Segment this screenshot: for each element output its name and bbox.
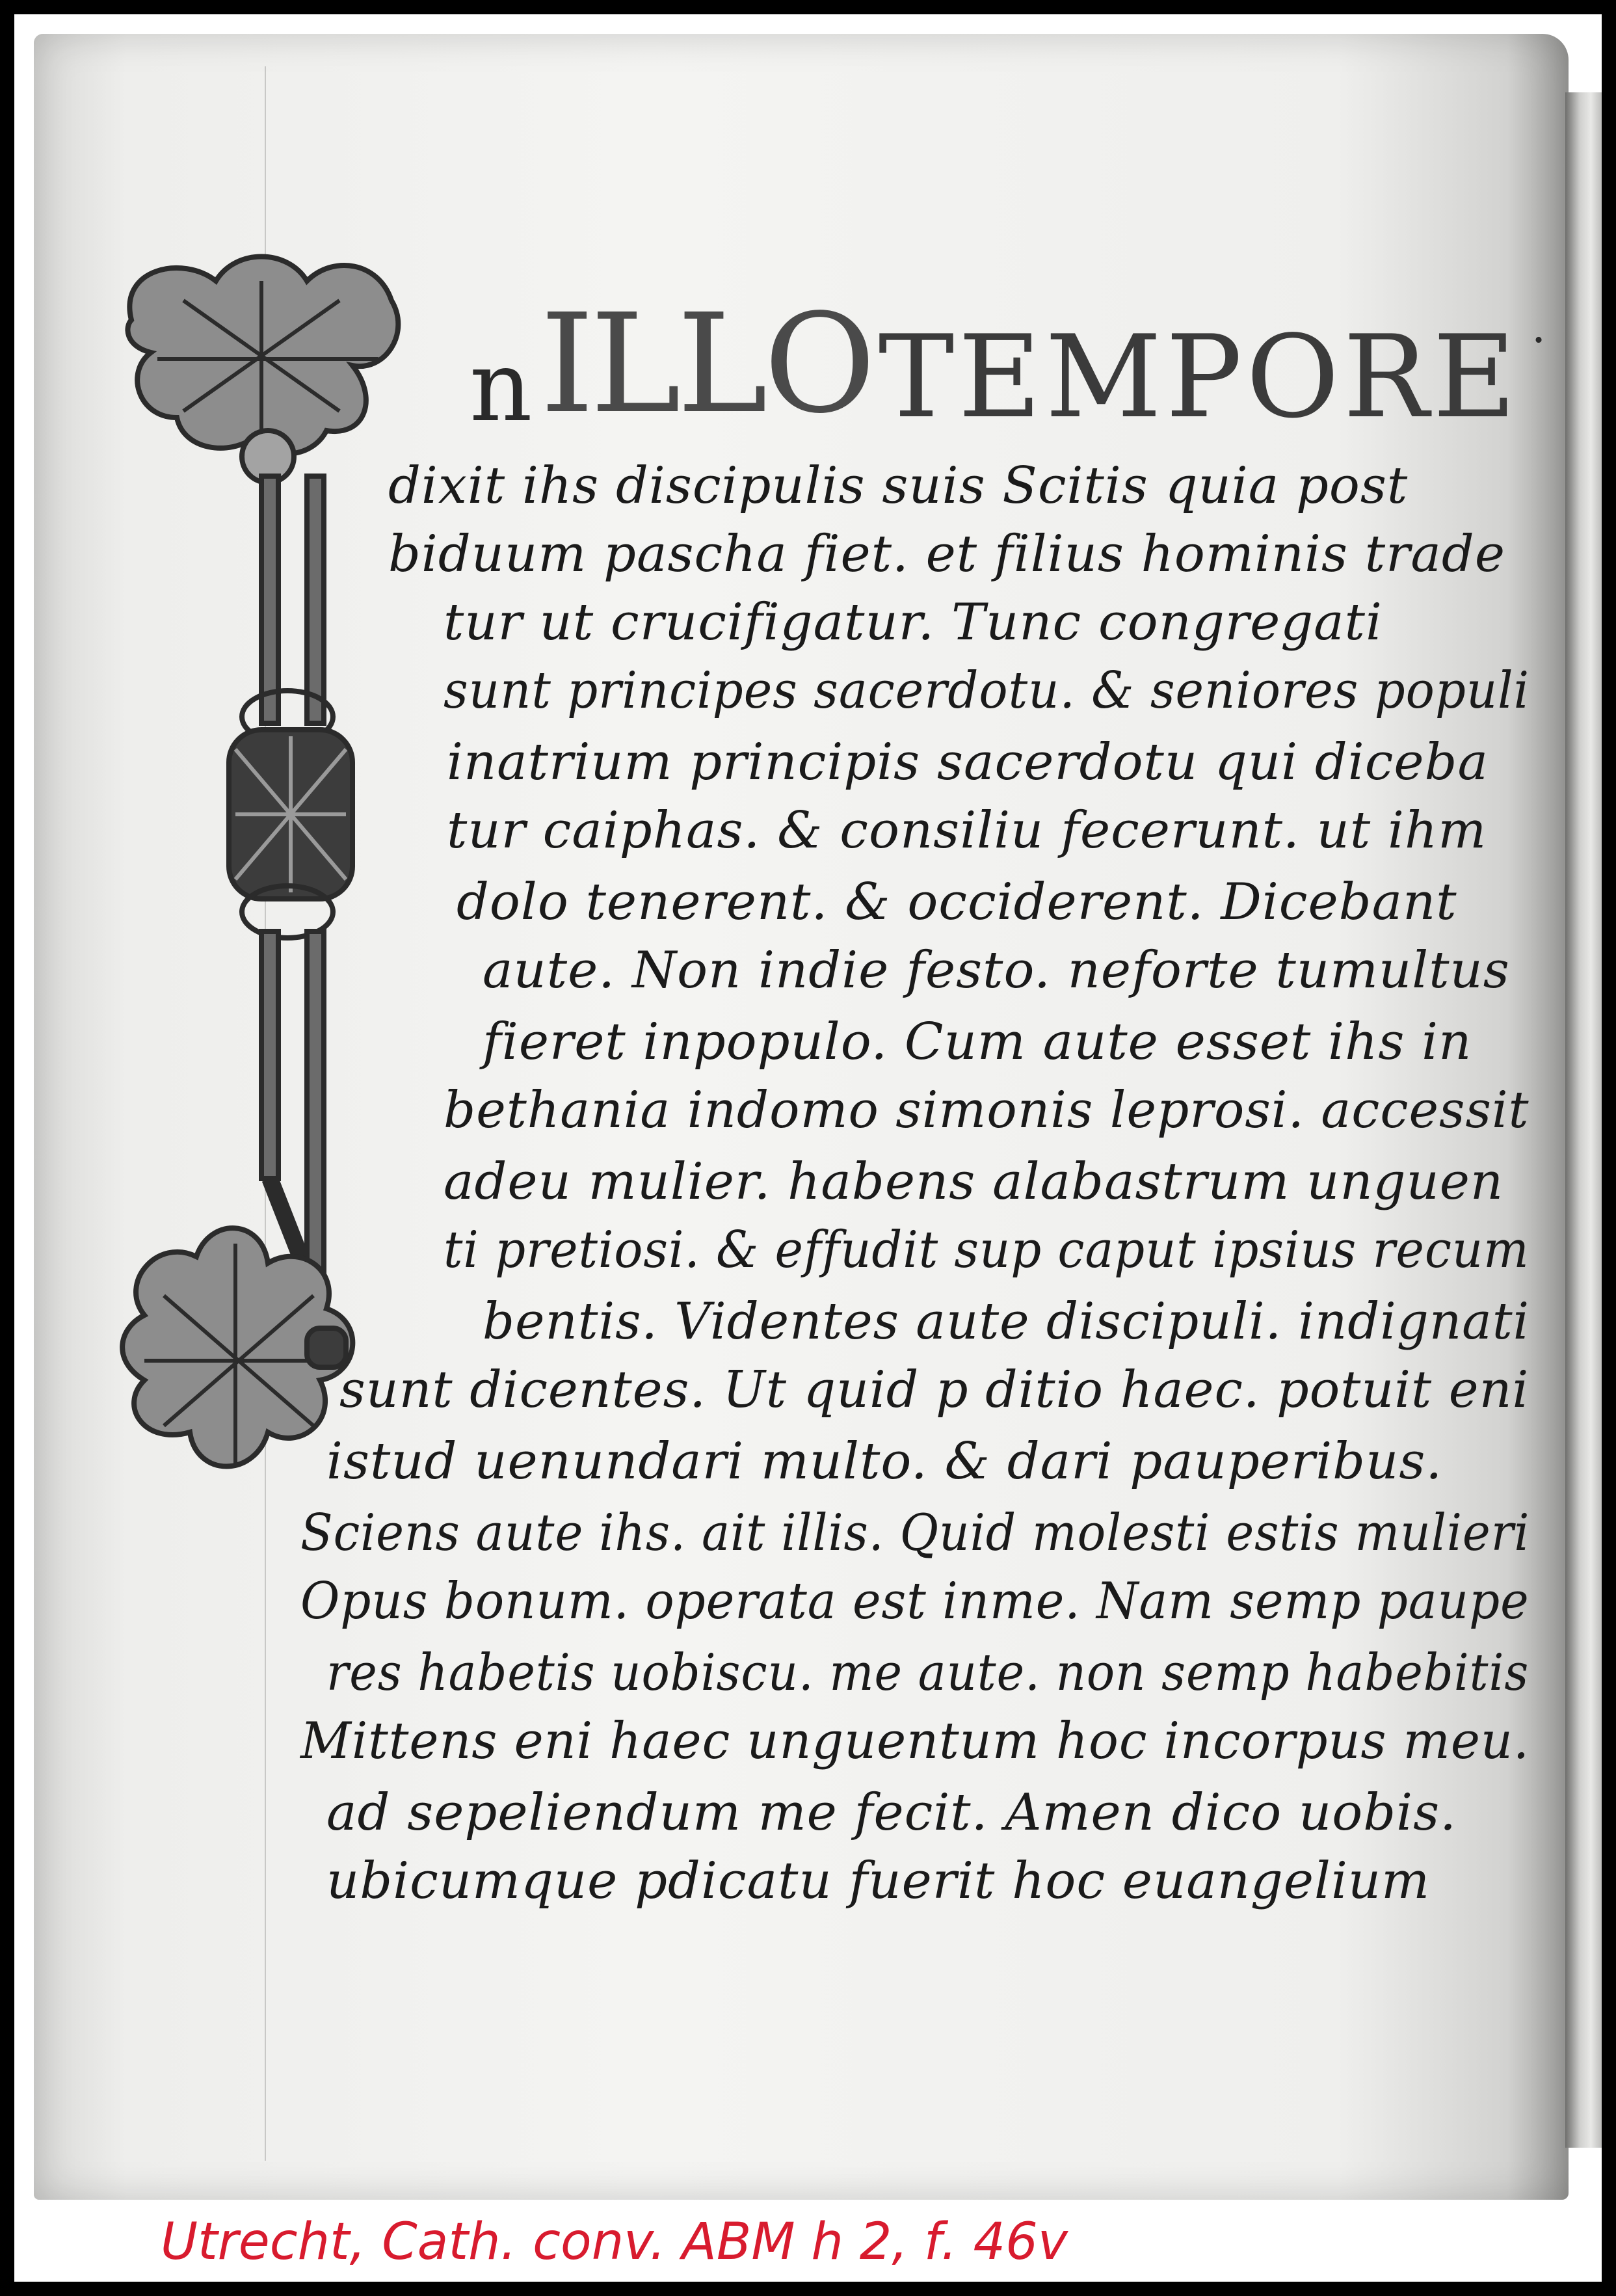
- title-word-tempore: TEMPORE: [878, 312, 1520, 444]
- text-line: aute. Non indie festo. neforte tumultus: [483, 941, 1510, 1000]
- archive-caption: Utrecht, Cath. conv. ABM h 2, f. 46v: [161, 2213, 1068, 2271]
- text-line: dolo tenerent. & occiderent. Dicebant: [457, 873, 1457, 931]
- title-letter-n: n: [470, 330, 534, 444]
- text-line: res habetis uobiscu. me aute. non semp habebitis: [326, 1644, 1530, 1702]
- text-line: sunt principes sacerdotu. & seniores populi: [444, 661, 1530, 720]
- text-line: Mittens eni haec unguentum hoc incorpus meu.: [300, 1712, 1530, 1770]
- text-line: ad sepeliendum me fecit. Amen dico uobis.: [326, 1783, 1457, 1842]
- manuscript-photo: [14, 14, 1602, 2282]
- text-line: bentis. Videntes aute discipuli. indignati: [483, 1292, 1530, 1351]
- text-line: ti pretiosi. & effudit sup caput ipsius recum: [444, 1221, 1530, 1279]
- text-line: inatrium principis sacerdotu qui diceba: [447, 733, 1489, 792]
- text-line: fieret inpopulo. Cum aute esset ihs in: [483, 1013, 1472, 1071]
- text-line: ubicumque pdicatu fuerit hoc euangelium: [326, 1852, 1431, 1910]
- text-line: biduum pascha fiet. et filius hominis trade: [388, 525, 1506, 583]
- text-line: adeu mulier. habens alabastrum unguen: [444, 1153, 1504, 1211]
- text-line: sunt dicentes. Ut quid p ditio haec. potuit eni: [339, 1361, 1530, 1419]
- text-line: bethania indomo simonis leprosi. accessit: [444, 1081, 1530, 1140]
- text-line: istud uenundari multo. & dari pauperibus.: [326, 1432, 1443, 1491]
- facing-page-edge: [1565, 92, 1602, 2148]
- text-line: Sciens aute ihs. ait illis. Quid molesti estis mulieri: [300, 1504, 1530, 1562]
- text-line: tur caiphas. & consiliu fecerunt. ut ihm: [447, 801, 1487, 860]
- text-line: Opus bonum. operata est inme. Nam semp paupe: [300, 1572, 1530, 1631]
- text-line: dixit ihs discipulis suis Scitis quia post: [388, 457, 1409, 515]
- title-word-illo: ILLO: [540, 284, 872, 444]
- decorated-initial-illustration: [105, 242, 470, 1510]
- incipit-title: n ILLO TEMPORE ·: [470, 284, 1546, 444]
- text-line: tur ut crucifigatur. Tunc congregati: [444, 593, 1383, 652]
